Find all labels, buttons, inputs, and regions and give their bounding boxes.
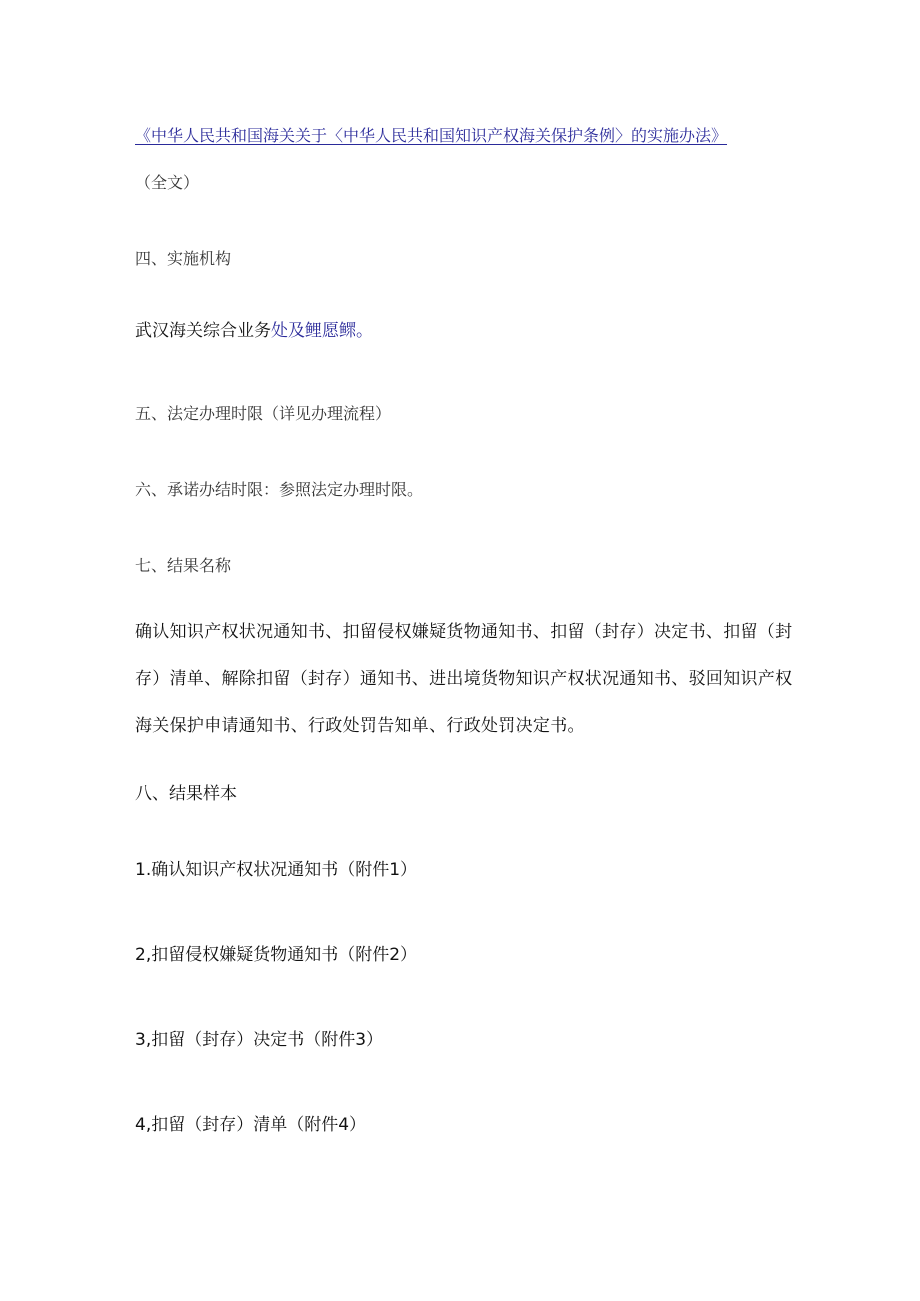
sample-item-3: 3,扣留（封存）决定书（附件3） (135, 1030, 384, 1050)
section-4-heading: 四、实施机构 (135, 249, 232, 268)
sample-item-1: 1.确认知识产权状况通知书（附件1） (135, 860, 418, 880)
section-6-heading: 六、承诺办结时限：参照法定办理时限。 (135, 480, 424, 499)
sample-item-2: 2,扣留侵权嫌疑货物通知书（附件2） (135, 945, 418, 965)
result-names-paragraph: 确认知识产权状况通知书、扣留侵权嫌疑货物通知书、扣留（封存）决定书、扣留（封存）清单、解除扣留（封存）通知书、进出境货物知识产权状况通知书、驳回知识产权海关保护申请通知书、行政处罚告知单、行政处罚决定书。 (135, 622, 793, 736)
reference-link-line (135, 123, 727, 146)
agency-suffix: 处及鲤愿鳏。 (271, 321, 373, 341)
agency-text (135, 316, 373, 341)
section-8-heading: 八、结果样本 (135, 784, 237, 804)
section-5-heading: 五、法定办理时限（详见办理流程） (135, 404, 392, 423)
section-7-heading: 七、结果名称 (135, 556, 232, 575)
regulation-link[interactable]: 《中华人民共和国海关关于〈中华人民共和国知识产权海关保护条例〉的实施办法》 (135, 126, 728, 145)
reference-suffix: （全文） (135, 173, 200, 192)
agency-prefix: 武汉海关综合业务 (135, 321, 271, 341)
sample-item-4: 4,扣留（封存）清单（附件4） (135, 1115, 367, 1135)
